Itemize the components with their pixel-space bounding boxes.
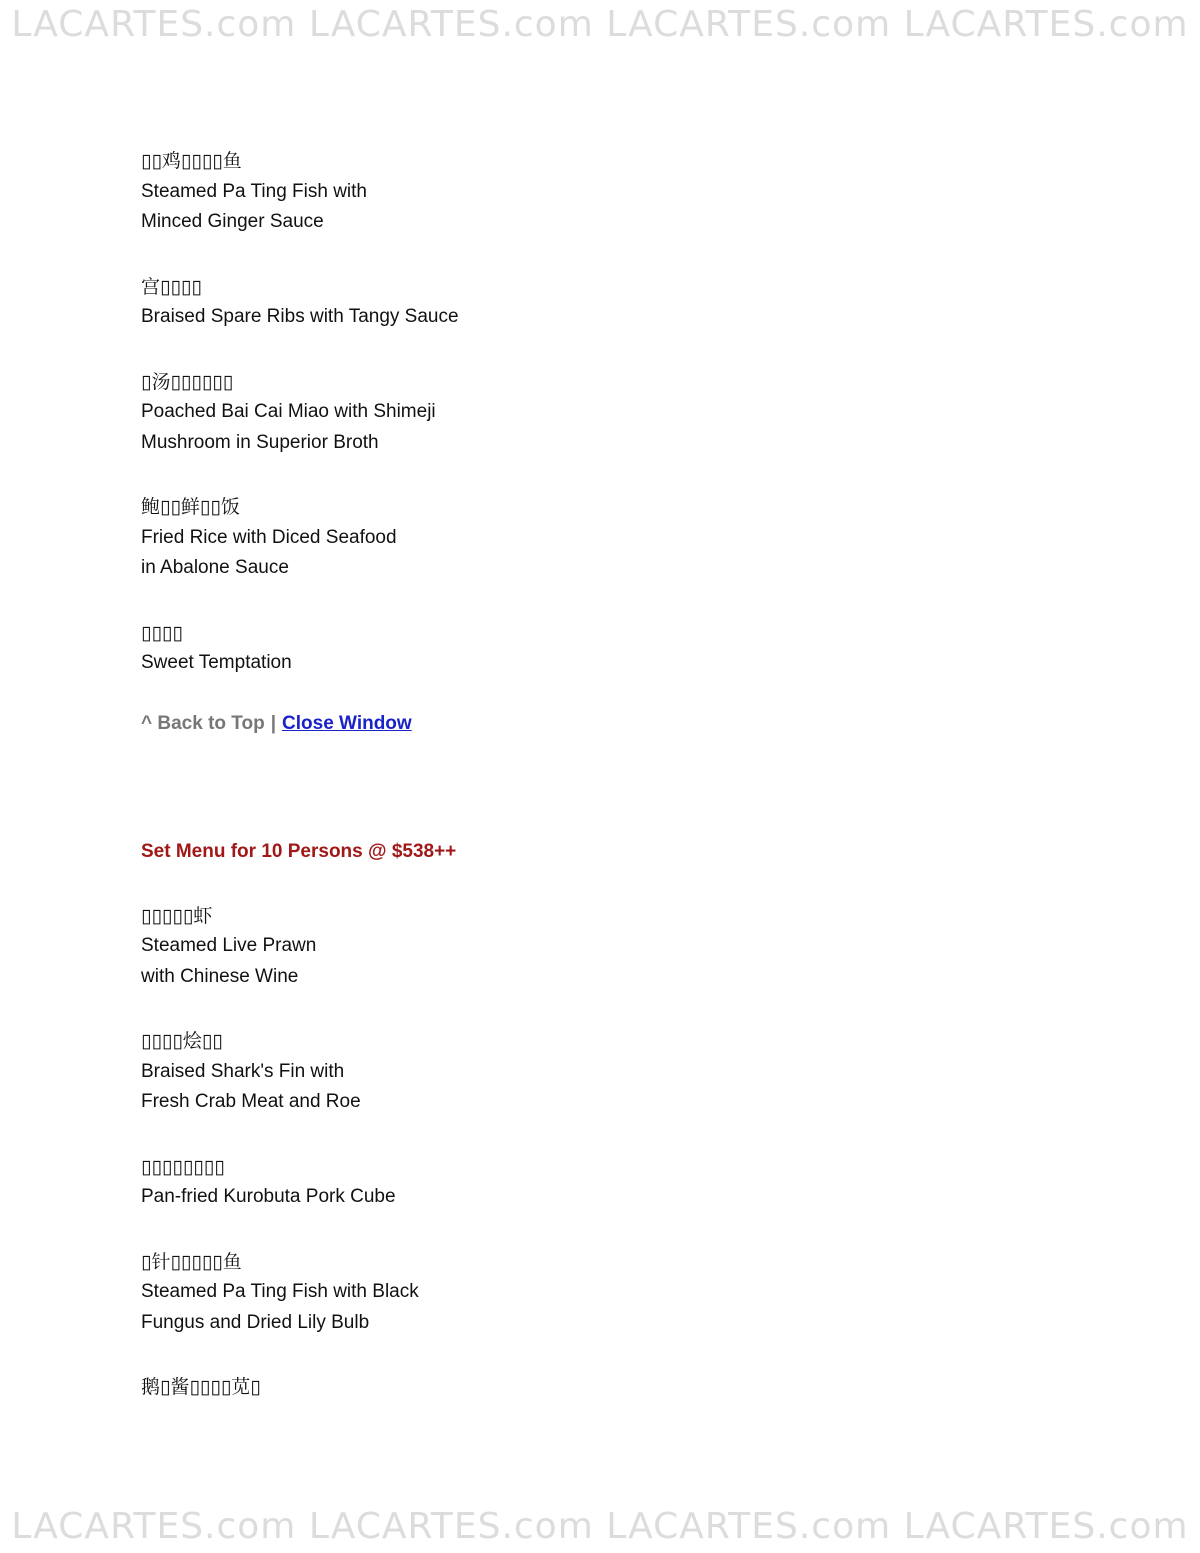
menu-content <box>141 146 1041 1403</box>
dish-english-name: Steamed Pa Ting Fish with Black <box>141 1281 419 1302</box>
dish-english-name: Sweet Temptation <box>141 652 292 673</box>
dish-chinese-name: ▯▯▯▯烩▯▯ <box>141 1030 223 1052</box>
dish-english-name: with Chinese Wine <box>141 965 299 987</box>
dish-english-name: Minced Ginger Sauce <box>141 211 324 232</box>
dish-english-name: Fungus and Dried Lily Bulb <box>141 1311 370 1333</box>
dish-item <box>141 901 1041 993</box>
watermark-bottom: LACARTES.com LACARTES.com LACARTES.com LACARTES.com <box>11 1506 1189 1547</box>
dish-item <box>141 146 1041 238</box>
dish-chinese-name: ▯▯▯▯▯▯▯▯ <box>141 1155 225 1178</box>
dish-english-name: Braised Spare Ribs with Tangy Sauce <box>141 306 459 327</box>
dish-chinese-name: ▯▯▯▯▯虾 <box>141 904 213 927</box>
dish-item <box>141 1247 1041 1339</box>
back-to-top-link[interactable]: ^ Back to Top <box>141 712 265 734</box>
dish-english-name: Mushroom in Superior Broth <box>141 431 379 453</box>
dish-chinese-name: 宫▯▯▯▯ <box>141 275 202 298</box>
menu-section-a <box>141 146 1041 679</box>
nav-separator: | <box>270 712 277 734</box>
dish-english-name: Fresh Crab Meat and Roe <box>141 1091 361 1112</box>
dish-english-name: Steamed Live Prawn <box>141 935 317 956</box>
dish-english-name: in Abalone Sauce <box>141 557 289 578</box>
dish-item <box>141 272 1041 333</box>
dish-chinese-name: ▯▯鸡▯▯▯▯鱼 <box>141 150 242 172</box>
dish-chinese-name: ▯针▯▯▯▯▯鱼 <box>141 1250 242 1273</box>
dish-item <box>141 492 1041 584</box>
menu-section-b <box>141 901 1041 1403</box>
dish-english-name: Pan-fried Kurobuta Pork Cube <box>141 1186 396 1207</box>
close-window-link[interactable]: Close Window <box>282 712 412 734</box>
dish-chinese-name: ▯▯▯▯ <box>141 621 183 644</box>
dish-chinese-name: 鹅▯酱▯▯▯▯苋▯ <box>141 1376 261 1398</box>
dish-english-name: Poached Bai Cai Miao with Shimeji <box>141 401 436 422</box>
dish-item <box>141 1152 1041 1213</box>
dish-english-name: Fried Rice with Diced Seafood <box>141 526 397 548</box>
dish-chinese-name: ▯汤▯▯▯▯▯▯ <box>141 370 234 393</box>
dish-english-name: Steamed Pa Ting Fish with <box>141 180 367 202</box>
watermark-top: LACARTES.com LACARTES.com LACARTES.com LACARTES.com <box>11 4 1189 45</box>
dish-item <box>141 1026 1041 1118</box>
set-menu-title: Set Menu for 10 Persons @ $538++ <box>141 840 457 862</box>
dish-chinese-name: 鲍▯▯鲜▯▯饭 <box>141 496 240 518</box>
dish-item <box>141 367 1041 459</box>
dish-english-name: Braised Shark's Fin with <box>141 1060 345 1082</box>
dish-item <box>141 1372 1041 1403</box>
dish-item <box>141 618 1041 679</box>
page-nav <box>141 709 1041 739</box>
